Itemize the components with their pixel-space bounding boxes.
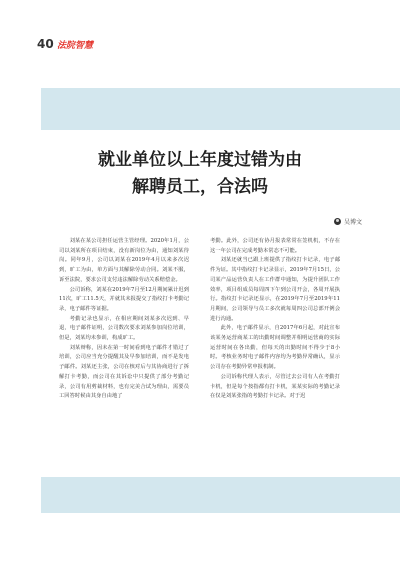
author-icon	[334, 218, 341, 225]
footer-band	[41, 477, 400, 513]
header-band	[41, 88, 400, 130]
section-label: 法院智慧	[57, 41, 94, 51]
paragraph: 此外，电子邮件显示，自2017年6月起，对此宣布该某务运营商某工的出勤时间调整并相明运营商的实际运营时间在各出勤，但每天的出勤时间不得少于8小时。考核业务时电子邮件内容均为考勤异常确认，显示公司存在考勤异常申报机制。	[210, 325, 340, 371]
author-name: 吴博文	[343, 219, 362, 226]
paragraph: 考勤记录也显示，在相应期间刘某多次迟到、早退，电子邮件证明，公司数次要求刘某参加岗位培训，但是，刘某均未参训，构成旷工。	[59, 315, 189, 342]
article-title	[60, 147, 340, 201]
title-line-1: 就业单位以上年度过错为由	[98, 150, 302, 170]
author-byline	[334, 217, 362, 226]
paragraph: 刘某还就当已跟上班提供了指纹打卡记录，电子邮件为证。其中指纹打卡记录显示，2019年7月15日，公司某产品运营负责人在工作群中通知，为提升团队工作效率，项目组成员每周四下午到公司开会，各周开展执行。指纹打卡记录还显示，在2019年7月至2019年11月期间，公司领导与员工多次就每周四公司总部开例会进行沟通。	[210, 257, 340, 322]
page-number: 40	[37, 37, 54, 51]
body-column-left	[59, 237, 189, 402]
paragraph: 公司诉称，刘某在2019年7月至12月期间累计迟到11次，旷工11.5天，并就其未报提交了指纹打卡考勤记录，电子邮件等证据。	[59, 286, 189, 312]
paragraph: 考勤。此外，公司还有协月报表常常在签机机，不存在这一年公司在完成考勤本常态不可能。	[210, 238, 340, 254]
paragraph: 刘某辩称，因未在第一时间看到电子邮件才错过了培训，公司应当充分提醒其及早参加培训，而不是发电子邮件。刘某还主张，公司在核对后与其协商进行了拆解打卡考勤，而公司在其诉讼中只提供了部分考勤记录，公司有用剪裁材料，也有完美合试为理由，需要员工回答时候由其身自由地了	[59, 344, 189, 400]
body-column-right	[210, 237, 340, 402]
paragraph: 公司诉称代理人表示，尽管过去公司有人在考勤打卡机，但是每个按指都有打卡机，某某实际的考勤记录在仅是刘某张指的考勤打卡记录。对于迟	[210, 373, 340, 400]
paragraph: 刘某在某公司担任运营主管经理。2020年1月，公司以刘某所在项目结束，没有新岗位为由，通知刘某待岗。同年9月，公司以刘某在2019年4月以来多次迟到，旷工为由，单方面与其解除劳动合同。刘某不服，诉至法院，要求公司支付违法解除劳动关系赔偿金。	[59, 238, 189, 283]
title-line-2: 解聘员工，合法吗	[132, 177, 268, 197]
